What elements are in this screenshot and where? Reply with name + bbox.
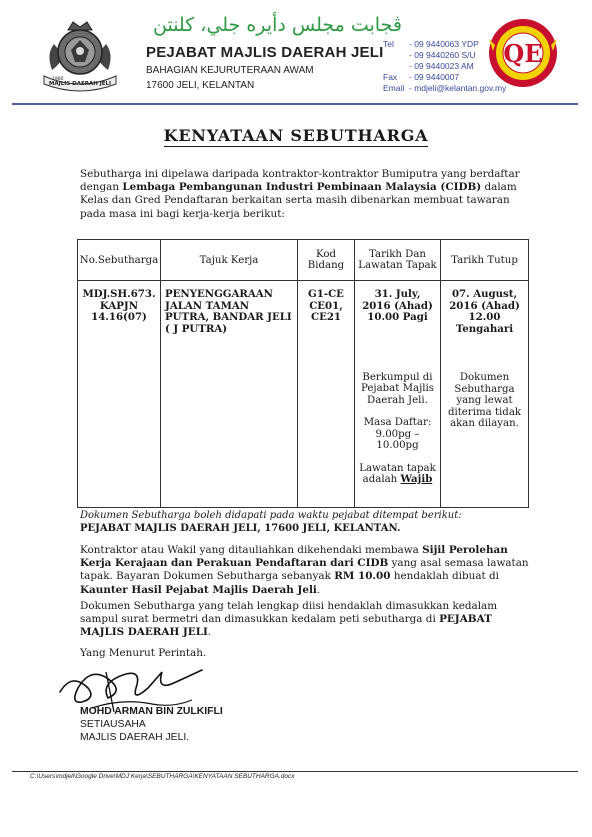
crest-ribbon-text: MAJLIS DAERAH JELI <box>48 81 112 87</box>
intro-paragraph: Sebutharga ini dipelawa daripada kontraktor-kontraktor Bumiputra yang berdaftar dengan Lembaga Pembangunan Industri Pembinaan Malaysia (CIDB) dalam Kelas dan Gred Pendaftaran berkaitan serta masih dibenarkan membuat tawaran pada masa ini bagi kerja-kerja berikut: <box>80 168 520 220</box>
table-header-row <box>78 240 529 281</box>
department-name: BAHAGIAN KEJURUTERAAN AWAM <box>146 65 314 76</box>
org-address: 17600 JELI, KELANTAN <box>146 80 255 91</box>
document-location-note: Dokumen Sebutharga boleh didapati pada waktu pejabat ditempat berikut: <box>80 510 462 521</box>
logo-text: QE <box>503 39 543 68</box>
signatory-position: SETIAUSAHA <box>80 719 146 730</box>
crest-year-text: 1980 <box>52 77 64 82</box>
contact-label: Fax <box>383 72 398 82</box>
submission-paragraph: Dokumen Sebutharga yang telah lengkap diisi hendaklah dimasukkan kedalam sampul surat bermetri dan dimasukkan kedalam peti sebutharga di PEJABAT MAJLIS DAERAH JELI. <box>80 600 498 639</box>
file-path: C:\Users\mdjeli\Google Drive\MDJ Kerja\SEBUTHARGA\KENYATAAN SEBUTHARGA.docx <box>30 773 295 780</box>
cidb-name: Lembaga Pembangunan Industri Pembinaan Malaysia (CIDB) <box>122 181 482 194</box>
header-tarikh-lawatan: Tarikh Dan Lawatan Tapak <box>355 240 441 281</box>
note-masa-daftar: Masa Daftar: 9.00pg – 10.00pg <box>363 417 432 451</box>
header-tarikh-tutup: Tarikh Tutup <box>441 240 529 281</box>
jawi-org-name: ڤجابت مجلس دأيره جلي، كلنتن <box>153 14 402 36</box>
greeting-text: Yang Menurut Perintah. <box>80 647 207 659</box>
contact-label: Tel <box>383 39 394 49</box>
contractor-paragraph: Kontraktor atau Wakil yang ditauliahkan dikehendaki membawa Sijil Perolehan Kerja Kerajaan dan Perakuan Pendaftaran dari CIDB yang asal semasa lawatan tapak. Bayaran Dokumen Sebutharga sebanyak RM 10.00 hendaklah dibuat di Kaunter Hasil Pejabat Majlis Daerah Jeli. <box>80 544 529 596</box>
document-location <box>80 509 530 535</box>
header-divider <box>12 103 578 105</box>
note-berkumpul: Berkumpul di Pejabat Majlis Daerah Jeli. <box>361 371 434 406</box>
header-no-sebutharga: No.Sebutharga <box>78 240 161 281</box>
document-title: KENYATAAN SEBUTHARGA <box>163 126 429 145</box>
signatory-name: MOHD ARMAN BIN ZULKIFLI <box>80 706 223 717</box>
org-name: PEJABAT MAJLIS DAERAH JELI <box>146 44 384 61</box>
contact-label: Email <box>383 83 405 93</box>
contact-email[interactable]: - mdjeli@kelantan.gov.my <box>409 83 507 93</box>
signatory-org: MAJLIS DAERAH JELI. <box>80 732 190 743</box>
document-location-address: PEJABAT MAJLIS DAERAH JELI, 17600 JELI, KELANTAN. <box>80 523 401 535</box>
tender-table <box>77 239 529 508</box>
cell-tajuk-kerja: PENYENGGARAAN JALAN TAMAN PUTRA, BANDAR JELI ( J PUTRA) <box>165 288 292 335</box>
quality-logo-icon <box>487 17 559 89</box>
signatory-block <box>80 705 223 744</box>
contact-value: - 09 9440023 AM <box>409 61 474 71</box>
cell-no-sebutharga: MDJ.SH.673. KAPJN 14.16(07) <box>82 288 156 323</box>
table-row <box>78 281 529 508</box>
header-kod-bidang: Kod Bidang <box>298 240 355 281</box>
contact-value: - 09 9440007 <box>409 72 460 82</box>
header-tajuk-kerja: Tajuk Kerja <box>161 240 298 281</box>
contact-value: - 09 9440260 S/U <box>409 50 476 60</box>
footer-divider <box>12 771 578 772</box>
contact-value: - 09 9440063 YDP <box>409 39 479 49</box>
cell-tarikh-tutup: 07. August, 2016 (Ahad) 12.00 Tengahari <box>449 288 520 335</box>
note-dokumen-lewat: Dokumen Sebutharga yang lewat diterima tidak akan dilayan. <box>447 372 522 429</box>
wajib-label: Wajib <box>400 473 433 485</box>
cell-tarikh-lawatan: 31. July, 2016 (Ahad) 10.00 Pagi <box>362 288 433 323</box>
note-lawatan-tapak: Lawatan tapak adalah Wajib <box>359 462 436 485</box>
council-crest-icon <box>40 14 120 94</box>
cell-kod-bidang: G1-CE CE01, CE21 <box>308 288 344 323</box>
